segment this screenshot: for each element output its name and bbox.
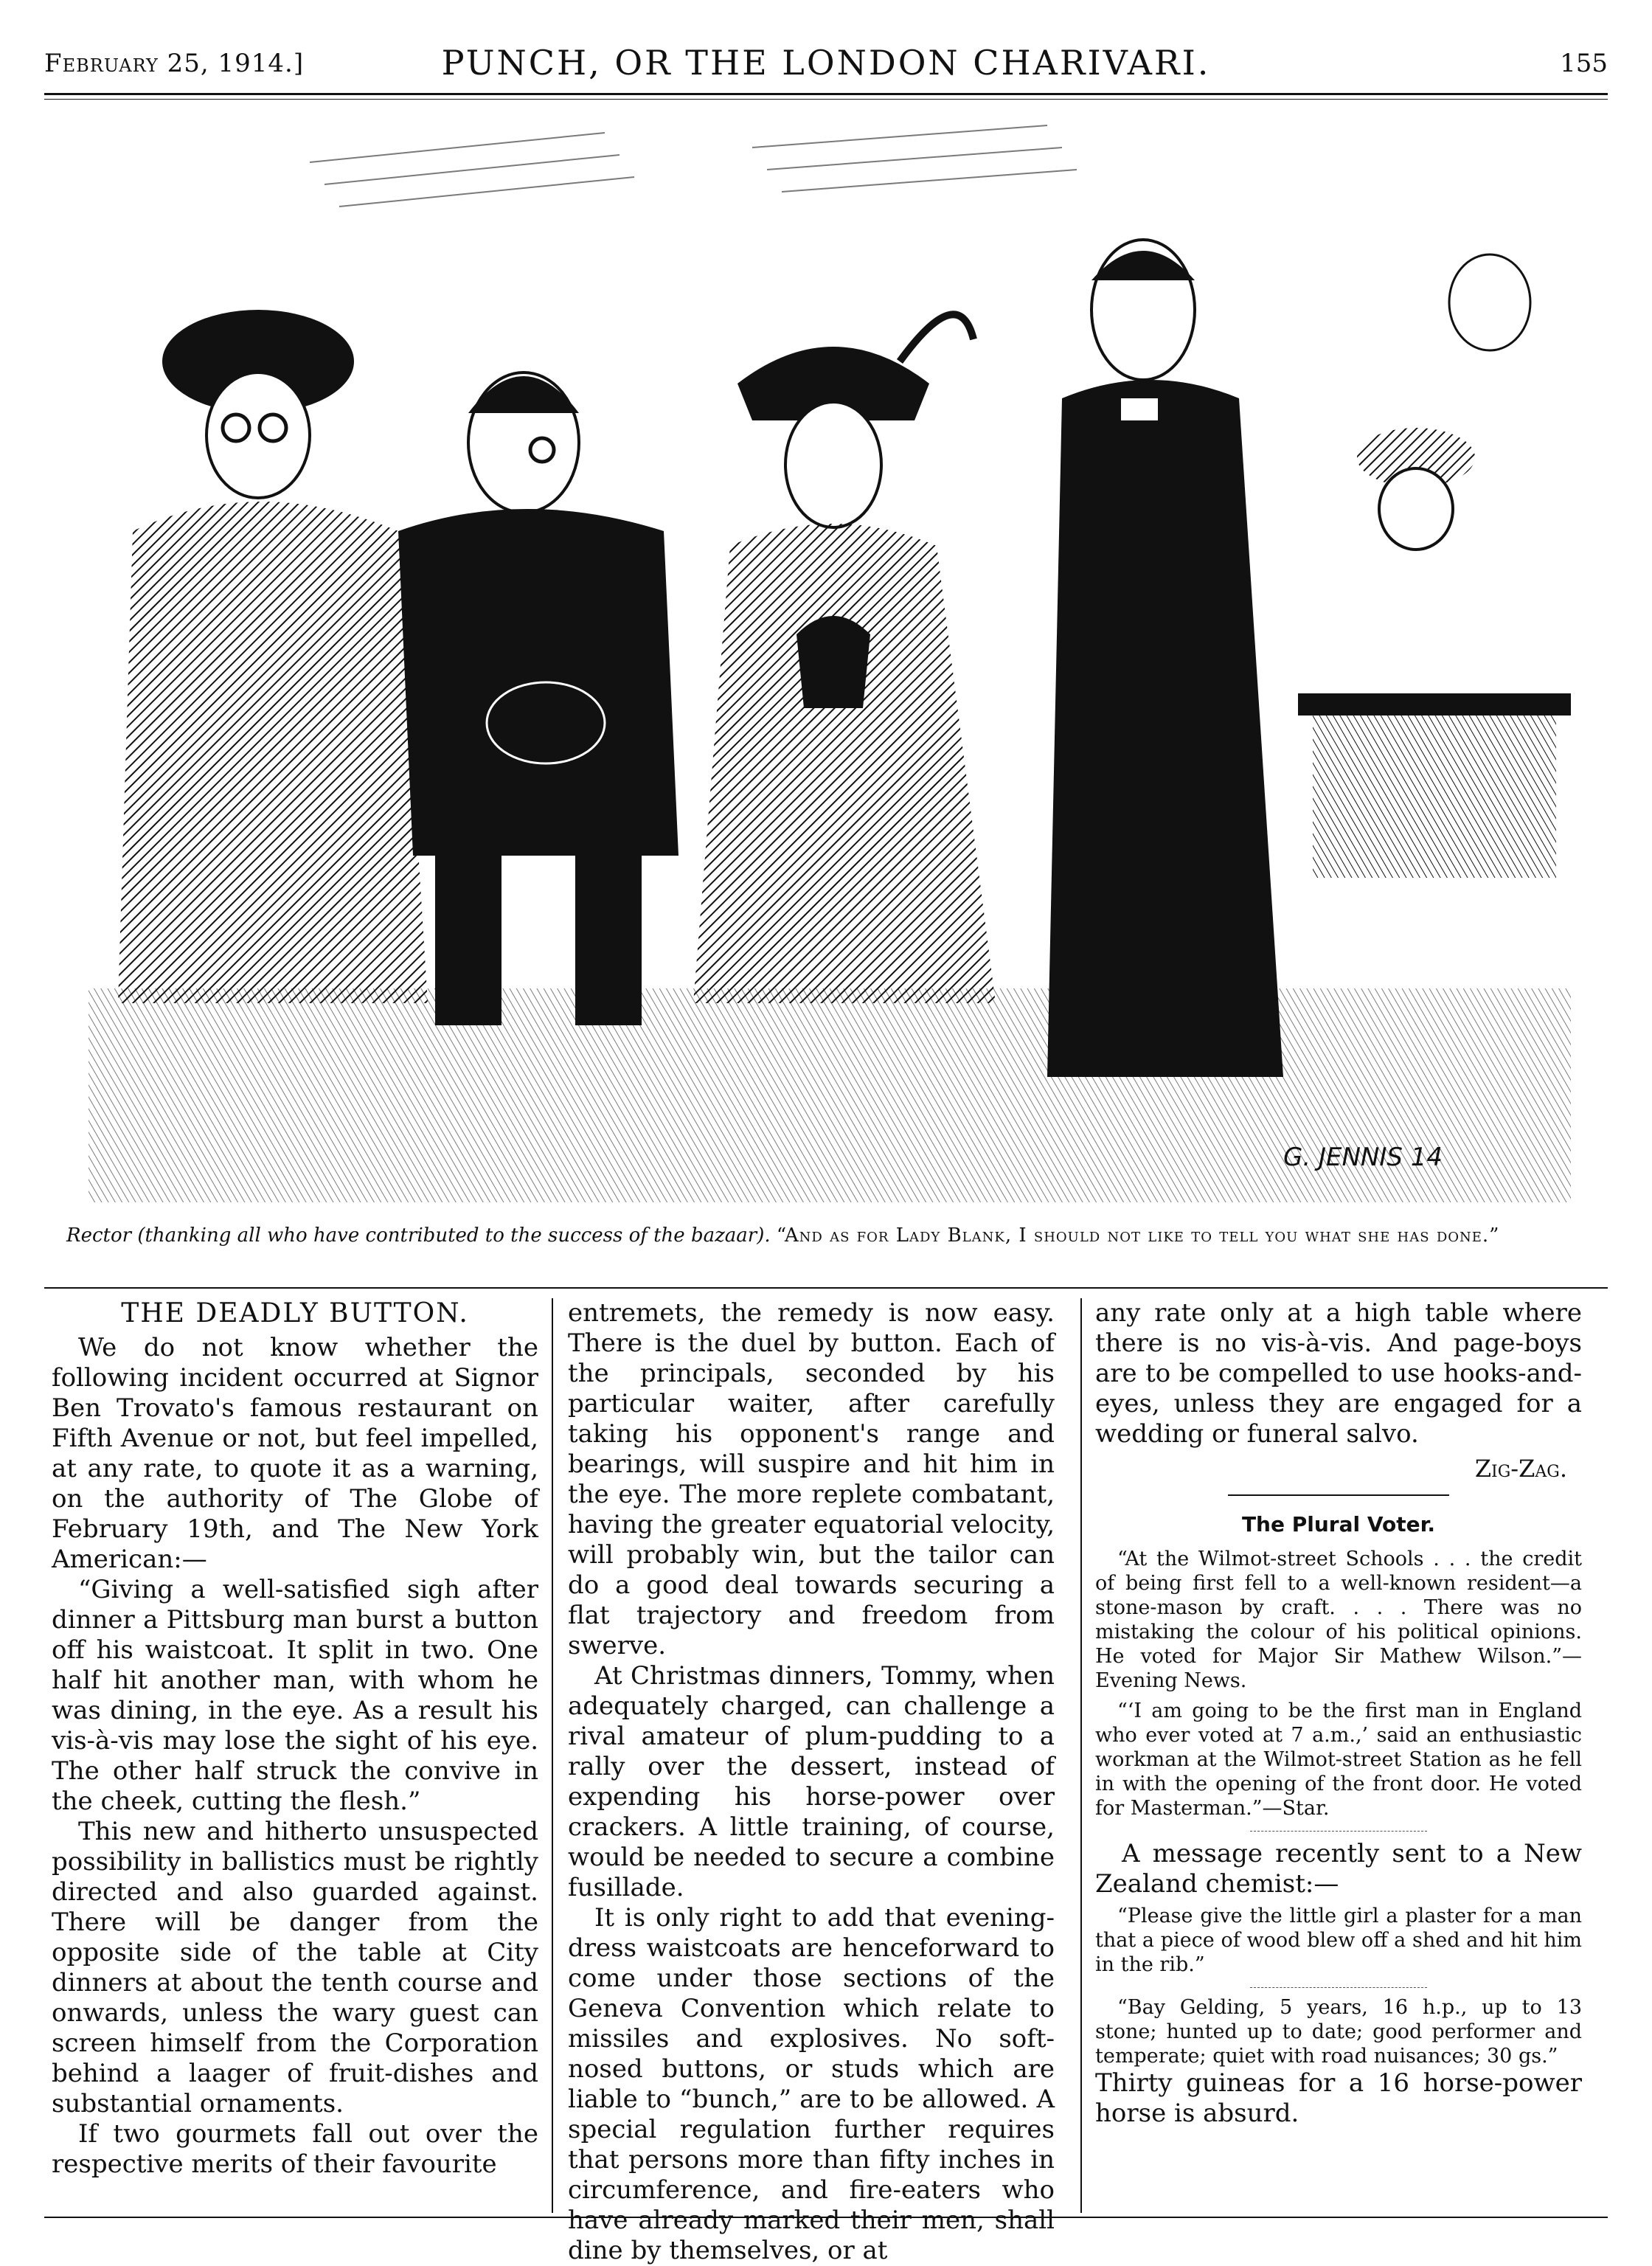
chemist-quote-block [1095,1904,1582,1977]
figure-man-monocle [398,373,678,1025]
figure-table-lady [1298,254,1571,878]
footer-rule [44,2217,1608,2218]
column-1 [52,1298,538,2180]
chemist-quote: “Please give the little girl a plaster for a man that a piece of wood blew off a shed and hit him in the rib.” [1095,1905,1582,1976]
artist-signature: G. JENNIS 14 [1283,1143,1443,1172]
cartoon-drawing [88,118,1571,1202]
plural-voter-quotes [1095,1547,1582,1820]
article-paragraph-8: any rate only at a high table where there is no vis-à-vis. And page-boys are to be compelled to use hooks-and-eyes, unless they are engaged for a wedding or funeral salvo. [1095,1298,1582,1449]
figure-lady-lorgnette [118,310,428,1003]
article-title: THE DEADLY BUTTON. [121,1298,469,1328]
cartoon-caption [66,1223,1593,1248]
article-paragraph-4: If two gourmets fall out over the respective merits of their favourite [52,2119,538,2179]
gelding-advert: “Bay Gelding, 5 years, 16 h.p., up to 13 stone; hunted up to date; good performer and temperate; quiet with road nuisances; 30 gs.” [1095,1996,1582,2068]
issue-date: February 25, 1914.] [44,49,305,78]
caption-speaker: Rector (thanking all who have contributed to the success of the bazaar). [66,1224,771,1247]
plural-voter-quote-2: “‘I am going to be the first man in England who ever voted at 7 a.m.,’ said an enthusiastic workman at the Wilmot-street Station as he fell in with the opening of the front door. He voted for Masterman.”—Star. [1095,1700,1582,1820]
article-signature: Zig-Zag. [1474,1455,1567,1483]
column-2 [568,1298,1055,2266]
plural-voter-quote-1: “At the Wilmot-street Schools . . . the credit of being first fell to a well-known resident—a stone-mason by craft. . . . There was no mistaking the colour of his political opinions. He voted for Major Sir Mathew Wilson.”—Evening News. [1095,1548,1582,1692]
page-number: 155 [1560,49,1608,78]
plural-voter-title: The Plural Voter. [1241,1512,1436,1536]
page-header [44,43,1608,87]
column-rule-1 [552,1298,553,2213]
chemist-intro: A message recently sent to a New Zealand chemist:— [1095,1839,1582,1899]
section-rule [44,1287,1608,1289]
gelding-comment: Thirty guineas for a 16 horse-power horse is absurd. [1095,2068,1582,2128]
article-paragraph-5: entremets, the remedy is now easy. There is the duel by button. Each of the principals, seconded by his particular waiter, after carefully taking his opponent's range and bearings, will suspire and hit him in the eye. The more replete combatant, having the greater equatorial velocity, will probably win, but the tailor can do a good deal towards securing a flat trajectory and freedom from swerve. [568,1298,1055,1660]
figure-rector [1047,240,1283,1077]
caption-quote: “And as for Lady Blank, I should not like to tell you what she has done.” [776,1224,1500,1247]
column-3 [1095,1298,1582,2129]
divider [1250,1987,1427,1988]
masthead-title: PUNCH, OR THE LONDON CHARIVARI. [441,43,1211,83]
figure-young-lady [693,314,996,1003]
gelding-advert-block [1095,1995,1582,2068]
article-paragraph-6: At Christmas dinners, Tommy, when adequately charged, can challenge a rival amateur of plum-pudding to a rally over the dessert, instead of expending his horse-power over crackers. A little training, of course, would be needed to secure a combine fusillade. [568,1661,1055,1902]
column-rule-2 [1080,1298,1082,2213]
divider [1228,1494,1449,1496]
article-paragraph-1: We do not know whether the following incident occurred at Signor Ben Trovato's famous restaurant on Fifth Avenue or not, but feel impelled, at any rate, to quote it as a warning, on the authority of The Globe of February 19th, and The New York American:— [52,1333,538,1574]
article-paragraph-3: This new and hitherto unsuspected possibility in ballistics must be rightly directed and also guarded against. There will be danger from the opposite side of the table at City dinners at about the tenth course and onwards, unless the wary guest can screen himself from the Corporation behind a laager of fruit-dishes and substantial ornaments. [52,1817,538,2118]
article-quote: “Giving a well-satisfied sigh after dinner a Pittsburg man burst a button off his waistcoat. It split in two. One half hit another man, with whom he was dining, in the eye. As a result his vis-à-vis may lose the sight of his eye. The other half struck the convive in the cheek, cutting the flesh.” [52,1575,538,1816]
divider [1250,1831,1427,1832]
cartoon-illustration [88,118,1571,1202]
header-rule [44,93,1608,100]
article-paragraph-7: It is only right to add that evening-dress waistcoats are henceforward to come under those sections of the Geneva Convention which relate to missiles and explosives. No soft-nosed buttons, or studs which are liable to “bunch,” are to be allowed. A special regulation further requires that persons more than fifty inches in circumference, and fire-eaters who have already marked their men, shall dine by themselves, or at [568,1903,1055,2265]
